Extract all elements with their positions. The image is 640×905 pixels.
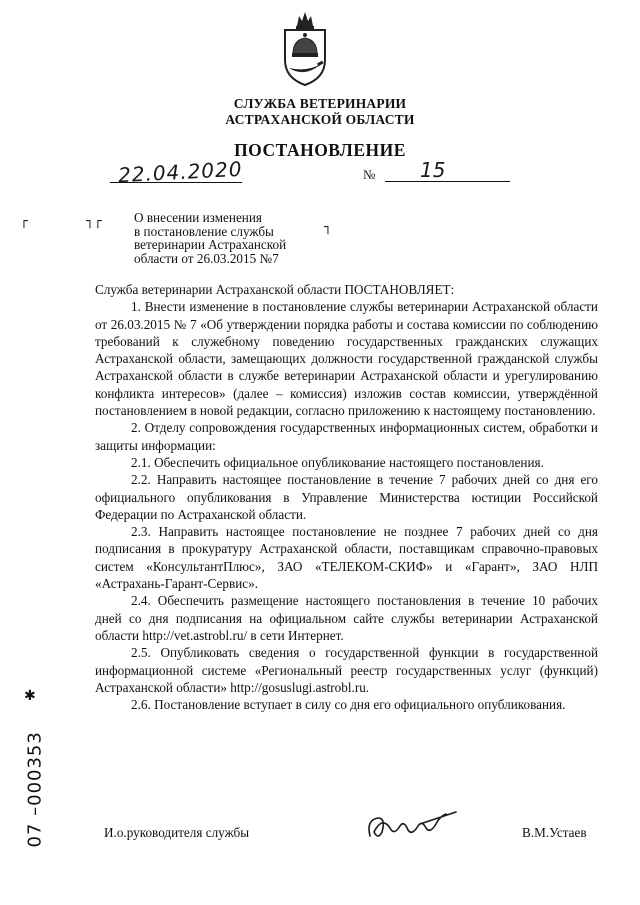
registration-stamp	[22, 688, 50, 848]
handwritten-signature	[360, 806, 470, 846]
signatory-position: И.о.руководителя службы	[104, 825, 250, 840]
paragraph-2-1: 2.1. Обеспечить официальное опубликование настоящего постановления.	[131, 454, 544, 470]
signatory-name: В.М.Устаев	[522, 825, 587, 840]
paragraph-2-4: 2.4. Обеспечить размещение настоящего постановления в течение 10 рабочих дней со дня подписания на официальном сайте службы ветеринарии Астраханской области http://vet.astrobl.ru/ в сети Интернет.	[95, 593, 598, 643]
subject-line: области от 26.03.2015 №7	[134, 250, 279, 266]
corner-mark-mid-left: ┐┌	[86, 214, 102, 229]
org-name-line-2: АСТРАХАНСКОЙ ОБЛАСТИ	[225, 112, 415, 127]
coat-of-arms-icon	[277, 8, 333, 88]
paragraph-2-6: 2.6. Постановление вступает в силу со дня его официального опубликования.	[131, 697, 566, 713]
paragraph-2-3: 2.3. Направить настоящее постановление не позднее 7 рабочих дней со дня подписания в прокуратуру Астраханской области, поставщикам справочно-правовых систем «КонсультантПлюс», ЗАО «ТЕЛЕКОМ-СКИФ» и «Гарант», ЗАО НЛП «Астрахань-Гарант-Сервис».	[95, 524, 598, 592]
corner-mark-right: ┐	[324, 220, 332, 235]
paragraph-2-5: 2.5. Опубликовать сведения о государственной функции в государственной информационной системе «Региональный реестр государственных услуг (функций) Астраханской области» http://gosuslugi.astrobl.ru.	[95, 645, 598, 695]
number-label: №	[363, 167, 376, 182]
corner-mark-left: ┌	[20, 214, 28, 229]
handwritten-number: 15	[420, 158, 446, 182]
org-name-line-1: СЛУЖБА ВЕТЕРИНАРИИ	[233, 96, 407, 111]
paragraph-2-2: 2.2. Направить настоящее постановление в течение 7 рабочих дней со дня его официального опубликования в Управление Министерства юстиции Российской Федерации по Астраханской области.	[95, 472, 598, 522]
date-underline	[110, 182, 242, 183]
subject-block	[134, 211, 324, 265]
subject-line: ветеринарии Астраханской	[134, 237, 287, 252]
subject-line: в постановление службы	[134, 223, 274, 239]
subject-line: О внесении изменения	[134, 210, 262, 225]
document-body	[95, 281, 598, 713]
preamble: Служба ветеринарии Астраханской области ПОСТАНОВЛЯЕТ:	[95, 282, 455, 297]
paragraph-1: 1. Внести изменение в постановление службы ветеринарии Астраханской области от 26.03.2015 № 7 «Об утверждении порядка работы и состава комиссии по соблюдению требований к служебному поведению государственных гражданских служащих Астраханской области, замещающих должности государственной гражданской службы Астраханской области в службе ветеринарии Астраханской области и урегулированию конфликта интересов» (далее – комиссия) изложив состав комиссии, утверждённой постановлением в новой редакции, согласно приложению к настоящему постановлению.	[95, 299, 598, 419]
paragraph-2: 2. Отделу сопровождения государственных информационных систем, обработки и защиты информации:	[95, 420, 598, 453]
stamp-mark: ✱	[24, 688, 36, 704]
number-underline	[385, 181, 510, 182]
handwritten-date: 22.04.2020	[117, 156, 244, 188]
registration-code: 07 –000353	[24, 731, 46, 848]
document-type-title: ПОСТАНОВЛЕНИЕ	[234, 140, 406, 160]
